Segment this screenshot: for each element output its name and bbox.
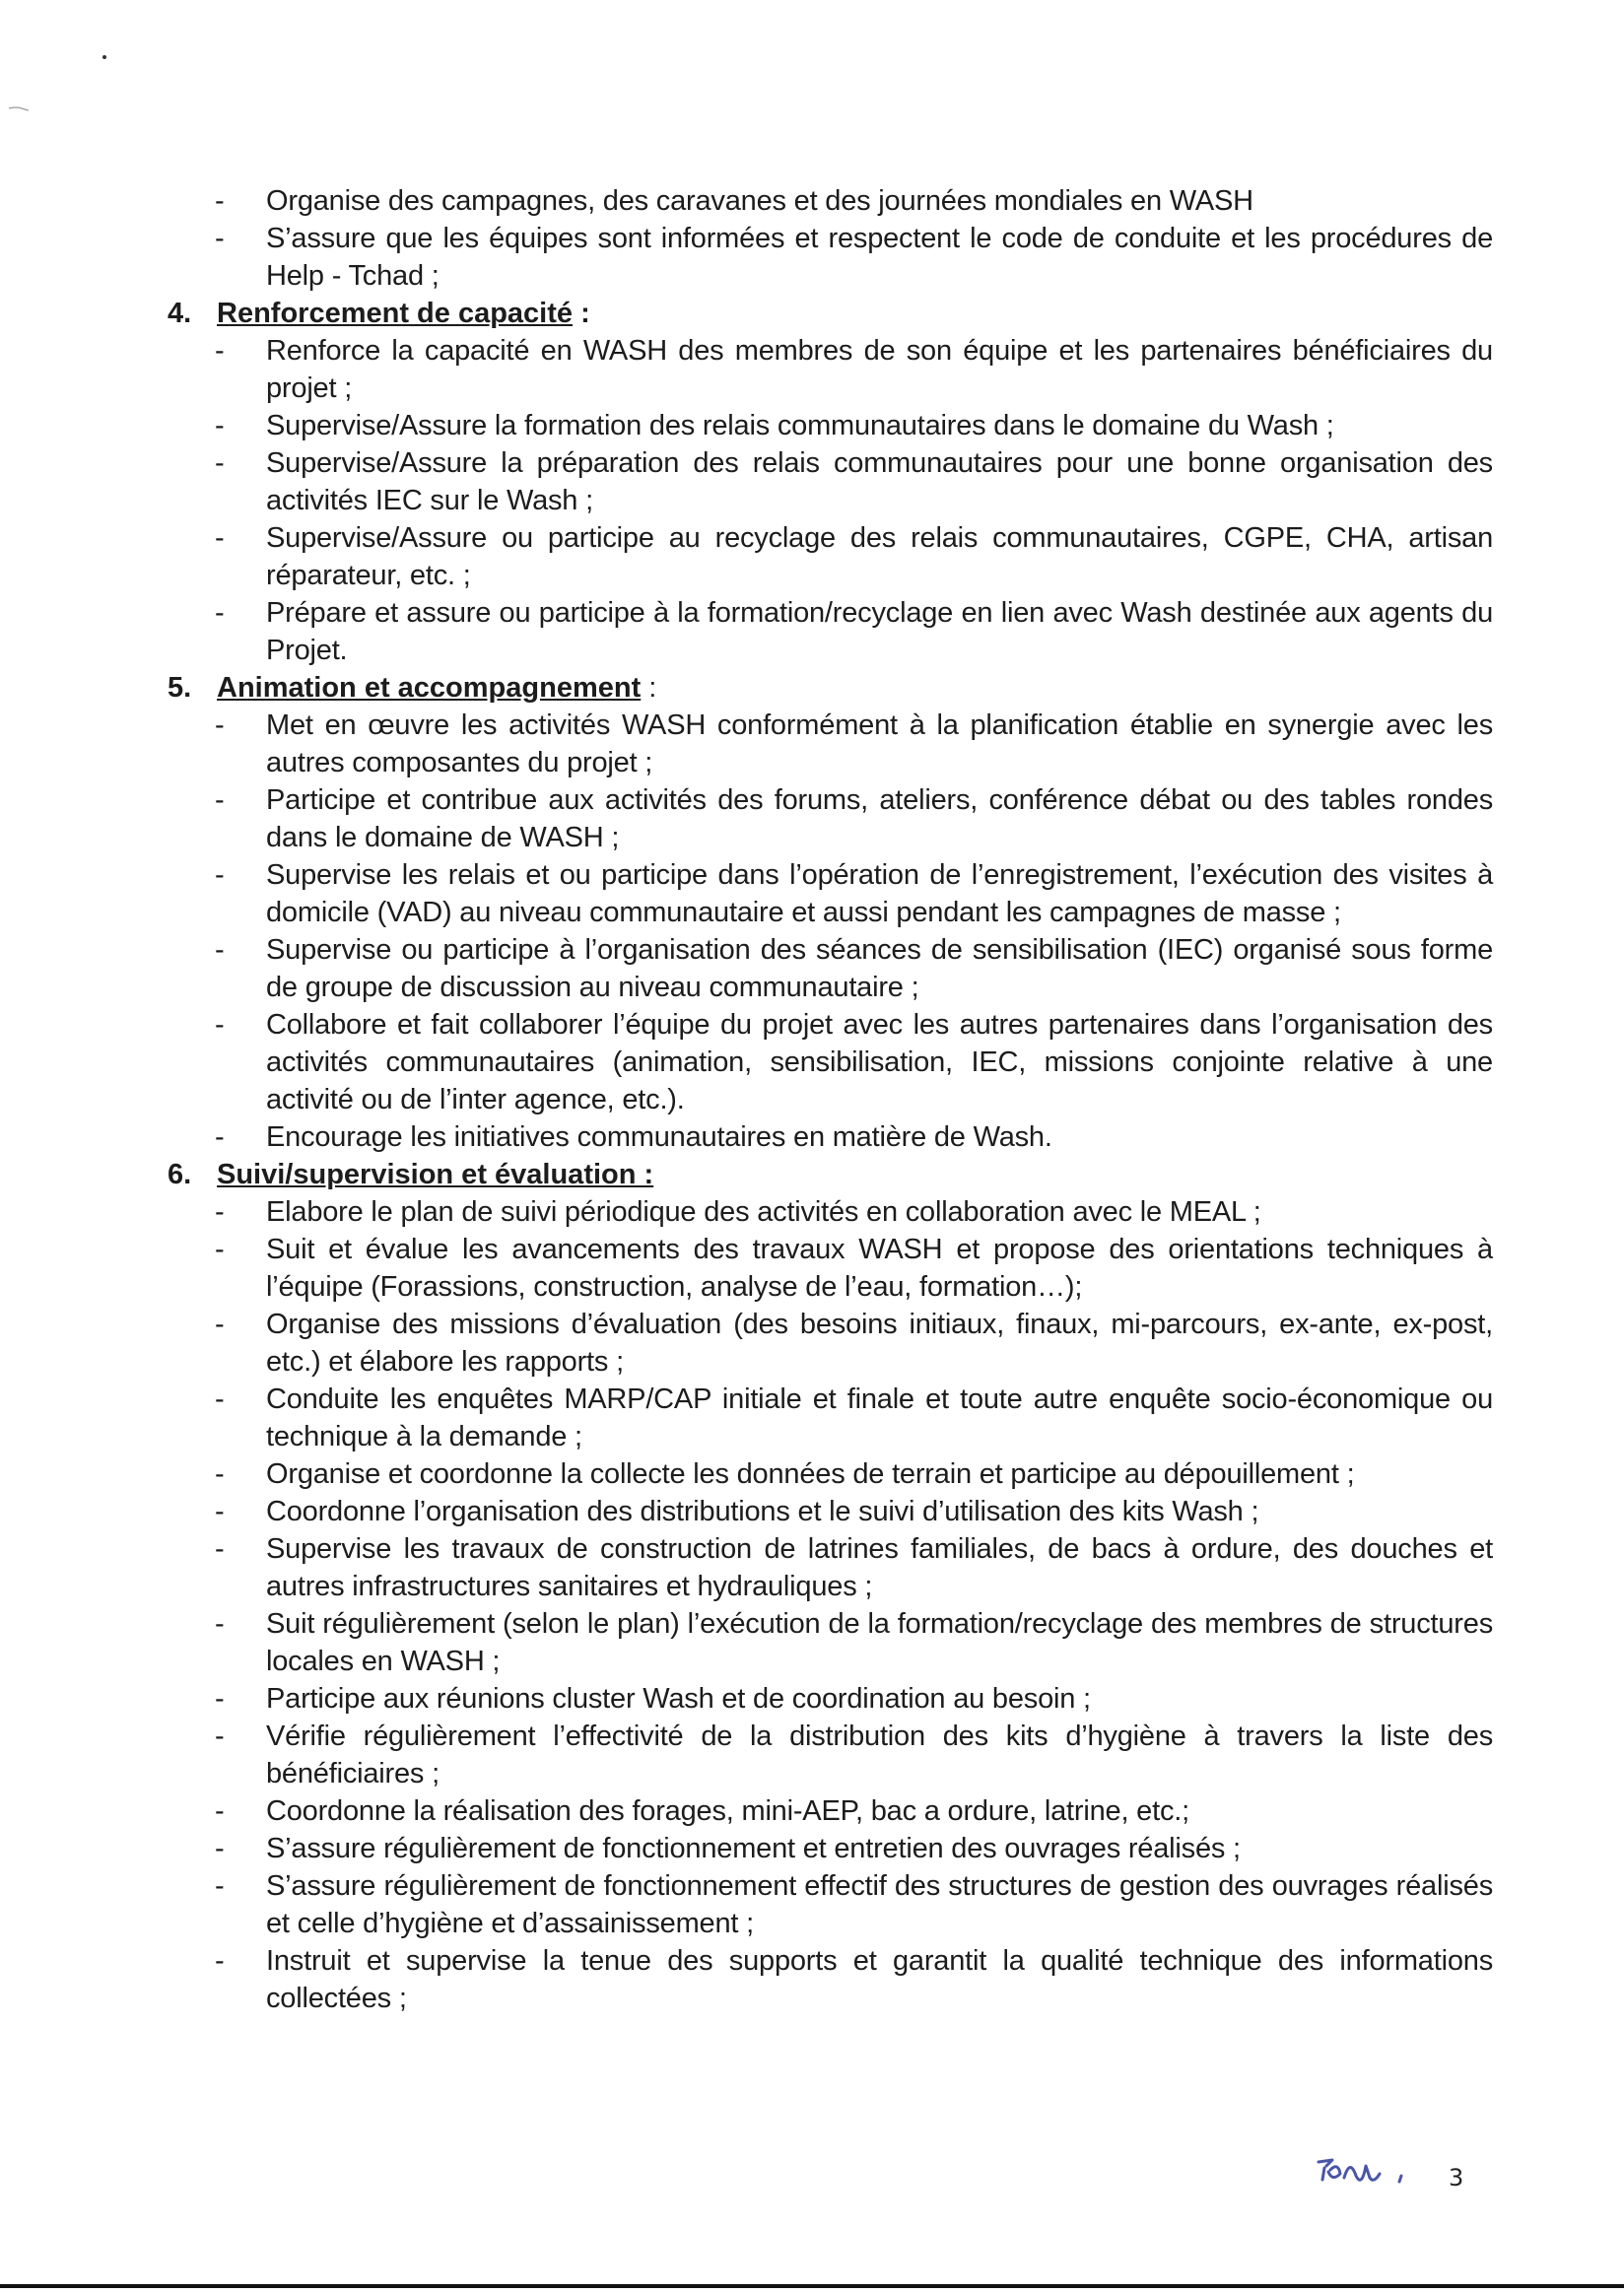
list-item-text: Organise des missions d’évaluation (des besoins initiaux, finaux, mi-parcours, ex-ante, ex-post, etc.) et élabore les rapports ; [266, 1309, 1493, 1378]
bullet-dash: - [215, 1795, 225, 1827]
list-item-text: Coordonne la réalisation des forages, mini-AEP, bac a ordure, latrine, etc.; [266, 1795, 1189, 1827]
bullet-dash: - [215, 1720, 225, 1752]
list-item [215, 220, 1493, 295]
list-item [215, 1381, 1493, 1455]
list-item [215, 1193, 1493, 1231]
page-footer [1311, 2148, 1488, 2207]
bullet-dash: - [215, 1533, 225, 1565]
section-title-colon: : [573, 298, 590, 329]
list-item-text: Organise des campagnes, des caravanes et des journées mondiales en WASH [266, 185, 1253, 217]
intro-bullet-list [168, 182, 1493, 295]
bullet-dash: - [215, 1833, 225, 1864]
list-item-text: S’assure régulièrement de fonctionnement effectif des structures de gestion des ouvrages réalisés et celle d’hygiène et d’assainissement ; [266, 1870, 1493, 1939]
list-item-text: S’assure que les équipes sont informées et respectent le code de conduite et les procédures de Help - Tchad ; [266, 223, 1493, 292]
list-item [215, 1231, 1493, 1306]
list-item [215, 931, 1493, 1006]
list-item [215, 1830, 1493, 1867]
bullet-dash: - [215, 410, 225, 441]
list-item [215, 1867, 1493, 1942]
list-item-text: Coordonne l’organisation des distributions et le suivi d’utilisation des kits Wash ; [266, 1496, 1259, 1527]
list-item-text: Supervise/Assure la préparation des relais communautaires pour une bonne organisation des activités IEC sur le Wash ; [266, 447, 1493, 516]
sections-container [168, 295, 1493, 2017]
bullet-dash: - [215, 1608, 225, 1640]
list-item-text: Suit régulièrement (selon le plan) l’exécution de la formation/recyclage des membres de structures locales en WASH ; [266, 1608, 1493, 1677]
list-item [215, 1306, 1493, 1381]
bullet-dash: - [215, 335, 225, 367]
page-number: 3 [1449, 2164, 1464, 2192]
section-bullet-list [168, 1193, 1493, 2017]
list-item [215, 781, 1493, 856]
list-item-text: Participe aux réunions cluster Wash et de coordination au besoin ; [266, 1683, 1091, 1715]
section-number: 5. [168, 672, 192, 704]
list-item-text: Vérifie régulièrement l’effectivité de la distribution des kits d’hygiène à travers la liste des bénéficiaires ; [266, 1720, 1493, 1789]
list-item-text: Elabore le plan de suivi périodique des activités en collaboration avec le MEAL ; [266, 1196, 1261, 1228]
list-item-text: Conduite les enquêtes MARP/CAP initiale et finale et toute autre enquête socio-économique ou technique à la demande ; [266, 1383, 1493, 1452]
section-number: 4. [168, 298, 192, 329]
scan-corner-mark [8, 106, 30, 112]
list-item [215, 856, 1493, 931]
section-heading [168, 1156, 1493, 1193]
list-item [215, 1942, 1493, 2017]
bullet-dash: - [215, 1383, 225, 1415]
bullet-dash: - [215, 1945, 225, 1977]
list-item [215, 1530, 1493, 1605]
scan-speck [102, 55, 106, 59]
bullet-dash: - [215, 784, 225, 816]
bullet-dash: - [215, 1009, 225, 1041]
list-item [215, 1680, 1493, 1718]
list-item [215, 1118, 1493, 1156]
section-title: Animation et accompagnement [217, 672, 642, 704]
bullet-dash: - [215, 597, 225, 629]
section-title: Renforcement de capacité [217, 298, 574, 329]
bullet-dash: - [215, 1496, 225, 1527]
list-item-text: Participe et contribue aux activités des forums, ateliers, conférence débat ou des tables rondes dans le domaine de WASH ; [266, 784, 1493, 853]
section-title-colon: : [641, 672, 657, 704]
list-item [215, 1006, 1493, 1118]
list-item [215, 332, 1493, 407]
scan-bottom-edge [0, 2284, 1624, 2288]
list-item [215, 1605, 1493, 1680]
bullet-dash: - [215, 223, 225, 254]
bullet-dash: - [215, 709, 225, 741]
list-item-text: Suit et évalue les avancements des travaux WASH et propose des orientations techniques à l’équipe (Forassions, construction, analyse de l’eau, formation…); [266, 1234, 1493, 1303]
bullet-dash: - [215, 1870, 225, 1902]
list-item-text: Supervise les travaux de construction de latrines familiales, de bacs à ordure, des douches et autres infrastructures sanitaires et hydrauliques ; [266, 1533, 1493, 1602]
list-item-text: Organise et coordonne la collecte les données de terrain et participe au dépouillement ; [266, 1458, 1355, 1490]
section-bullet-list [168, 707, 1493, 1156]
list-item [215, 1718, 1493, 1792]
list-item-text: S’assure régulièrement de fonctionnement et entretien des ouvrages réalisés ; [266, 1833, 1241, 1864]
section-heading [168, 669, 1493, 707]
bullet-dash: - [215, 1458, 225, 1490]
bullet-dash: - [215, 1121, 225, 1153]
section-heading [168, 295, 1493, 332]
list-item-text: Renforce la capacité en WASH des membres de son équipe et les partenaires bénéficiaires du projet ; [266, 335, 1493, 404]
list-item-text: Instruit et supervise la tenue des supports et garantit la qualité technique des informations collectées ; [266, 1945, 1493, 2014]
signature-initials [1311, 2148, 1419, 2197]
list-item-text: Supervise les relais et ou participe dans l’opération de l’enregistrement, l’exécution des visites à domicile (VAD) au niveau communautaire et aussi pendant les campagnes de masse ; [266, 859, 1493, 928]
list-item [215, 1493, 1493, 1530]
section-number: 6. [168, 1159, 192, 1190]
section-bullet-list [168, 332, 1493, 669]
bullet-dash: - [215, 934, 225, 966]
list-item-text: Met en œuvre les activités WASH conformément à la planification établie en synergie avec les autres composantes du projet ; [266, 709, 1493, 778]
list-item-text: Supervise ou participe à l’organisation des séances de sensibilisation (IEC) organisé sous forme de groupe de discussion au niveau communautaire ; [266, 934, 1493, 1003]
list-item [215, 594, 1493, 669]
list-item-text: Encourage les initiatives communautaires en matière de Wash. [266, 1121, 1052, 1153]
list-item [215, 1455, 1493, 1493]
bullet-dash: - [215, 859, 225, 891]
bullet-dash: - [215, 1234, 225, 1265]
bullet-dash: - [215, 1309, 225, 1340]
list-item [215, 1792, 1493, 1830]
bullet-dash: - [215, 1683, 225, 1715]
bullet-dash: - [215, 447, 225, 479]
list-item [215, 407, 1493, 444]
list-item [215, 519, 1493, 594]
bullet-dash: - [215, 522, 225, 554]
document-body [168, 182, 1493, 2017]
section-title: Suivi/supervision et évaluation : [217, 1159, 654, 1190]
list-item-text: Supervise/Assure ou participe au recyclage des relais communautaires, CGPE, CHA, artisan réparateur, etc. ; [266, 522, 1493, 591]
bullet-dash: - [215, 1196, 225, 1228]
list-item-text: Collabore et fait collaborer l’équipe du projet avec les autres partenaires dans l’organisation des activités communautaires (animation, sensibilisation, IEC, missions conjointe relative à une activité ou de l’inter agence, etc.). [266, 1009, 1493, 1115]
list-item-text: Prépare et assure ou participe à la formation/recyclage en lien avec Wash destinée aux agents du Projet. [266, 597, 1493, 666]
list-item-text: Supervise/Assure la formation des relais communautaires dans le domaine du Wash ; [266, 410, 1334, 441]
list-item [215, 707, 1493, 781]
list-item [215, 444, 1493, 519]
bullet-dash: - [215, 185, 225, 217]
list-item [215, 182, 1493, 220]
